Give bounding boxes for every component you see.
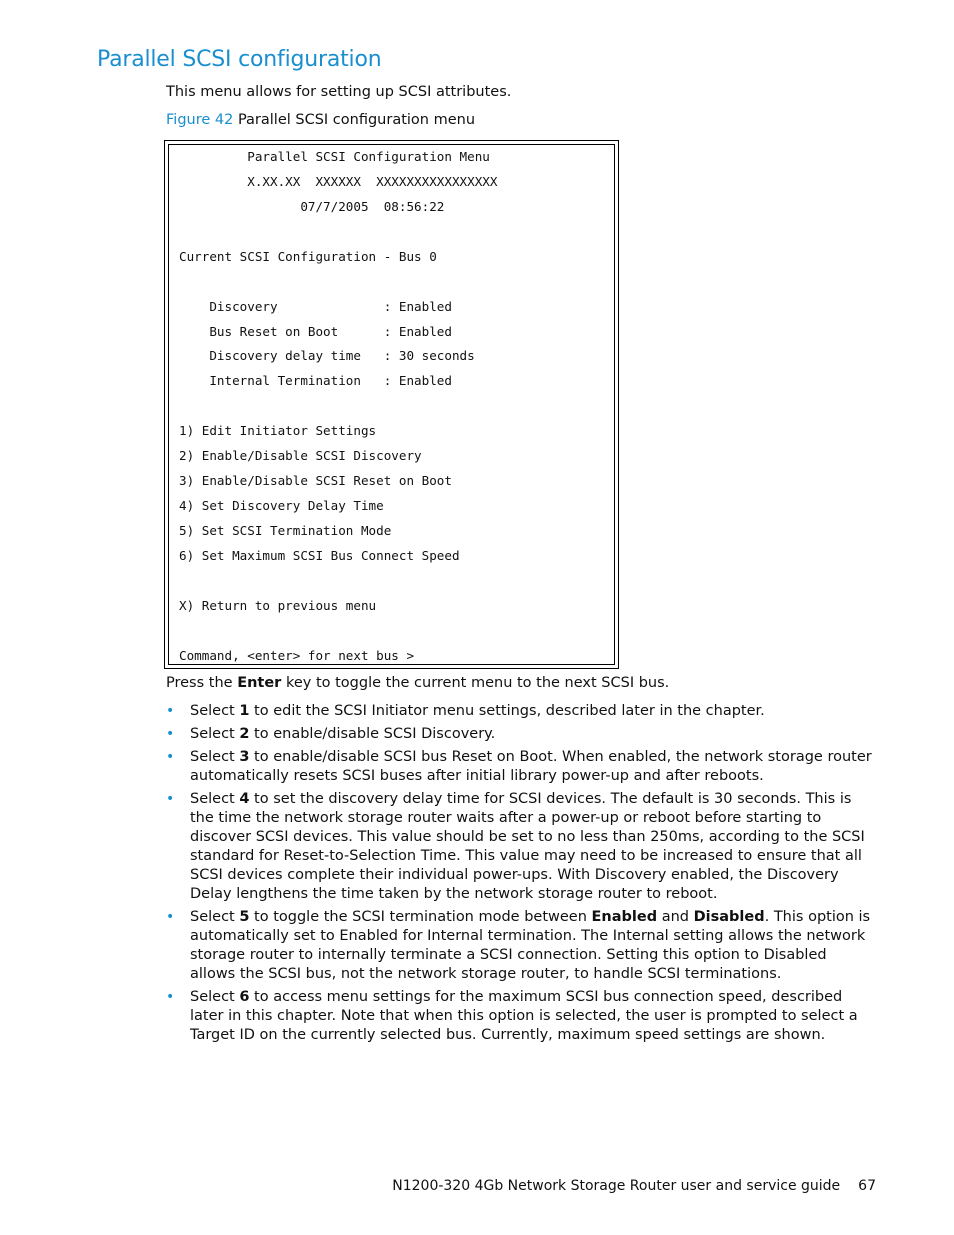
terminal-line: X.XX.XX XXXXXX XXXXXXXXXXXXXXXX <box>179 174 498 189</box>
terminal-prompt: Command, <enter> for next bus > <box>179 648 415 663</box>
terminal-line: 2) Enable/Disable SCSI Discovery <box>179 448 422 463</box>
list-item: • Select 4 to set the discovery delay time for SCSI devices. The default is 30 seconds. This is the time the network storage router waits after a power-up or reboot before starting to discover SCSI devices. This value should be set to no less than 250ms, according to the SCSI standard for Reset-to-Selection Time. This value may need to be increased to ensure that all SCSI devices complete their individual power-ups. With Discovery enabled, the Discovery Delay lengthens the time taken by the network storage router to reboot. <box>166 791 865 902</box>
bullet-icon: • <box>166 726 175 742</box>
bullet-icon: • <box>166 749 175 765</box>
enter-key-label: Enter <box>237 675 282 691</box>
bullet-icon: • <box>166 909 175 925</box>
figure-label: Figure 42 <box>166 112 234 128</box>
list-item: • Select 6 to access menu settings for the maximum SCSI bus connection speed, described later in this chapter. Note that when this option is selected, the user is prompted to select a Target ID on the currently selected bus. Currently, maximum speed settings are shown. <box>166 989 858 1043</box>
terminal-line: Current SCSI Configuration - Bus 0 <box>179 249 437 264</box>
press-enter-text <box>166 675 669 691</box>
list-item: • Select 3 to enable/disable SCSI bus Reset on Boot. When enabled, the network storage router automatically resets SCSI buses after initial library power-up and after reboots. <box>166 749 872 784</box>
terminal-line: 07/7/2005 08:56:22 <box>179 199 445 214</box>
terminal-line: 6) Set Maximum SCSI Bus Connect Speed <box>179 548 460 563</box>
list-item: • Select 1 to edit the SCSI Initiator menu settings, described later in the chapter. <box>166 703 765 719</box>
figure-caption <box>166 112 475 128</box>
terminal-line: Internal Termination : Enabled <box>179 373 452 388</box>
terminal-screen <box>164 140 619 669</box>
page-number: 67 <box>858 1178 876 1194</box>
intro-text: This menu allows for setting up SCSI attributes. <box>166 84 512 100</box>
terminal-line: 5) Set SCSI Termination Mode <box>179 523 392 538</box>
page-footer <box>392 1178 876 1194</box>
list-item: • Select 5 to toggle the SCSI termination mode between Enabled and Disabled. This option is automatically set to Enabled for Internal termination. The Internal setting allows the network storage router to internally terminate a SCSI connection. Setting this option to Disabled allows the SCSI bus, not the network storage router, to handle SCSI terminations. <box>166 909 871 982</box>
footer-title: N1200-320 4Gb Network Storage Router user and service guide <box>392 1178 841 1194</box>
terminal-line: 1) Edit Initiator Settings <box>179 423 377 438</box>
terminal-line: Bus Reset on Boot : Enabled <box>179 324 452 339</box>
list-item: • Select 2 to enable/disable SCSI Discovery. <box>166 726 496 742</box>
press-text-post: key to toggle the current menu to the next SCSI bus. <box>281 675 670 691</box>
bullet-icon: • <box>166 703 175 719</box>
bullet-icon: • <box>166 989 175 1005</box>
terminal-inner-frame <box>168 144 615 665</box>
figure-title: Parallel SCSI configuration menu <box>237 112 476 128</box>
press-text-pre: Press the <box>166 675 238 691</box>
terminal-line: 3) Enable/Disable SCSI Reset on Boot <box>179 473 452 488</box>
section-heading: Parallel SCSI configuration <box>97 47 382 72</box>
terminal-line: Discovery : Enabled <box>179 299 452 314</box>
terminal-line: Parallel SCSI Configuration Menu <box>179 149 490 164</box>
bullet-icon: • <box>166 791 175 807</box>
option-list <box>166 702 876 1049</box>
terminal-line: 4) Set Discovery Delay Time <box>179 498 384 513</box>
terminal-line: X) Return to previous menu <box>179 598 377 613</box>
terminal-line: Discovery delay time : 30 seconds <box>179 348 475 363</box>
